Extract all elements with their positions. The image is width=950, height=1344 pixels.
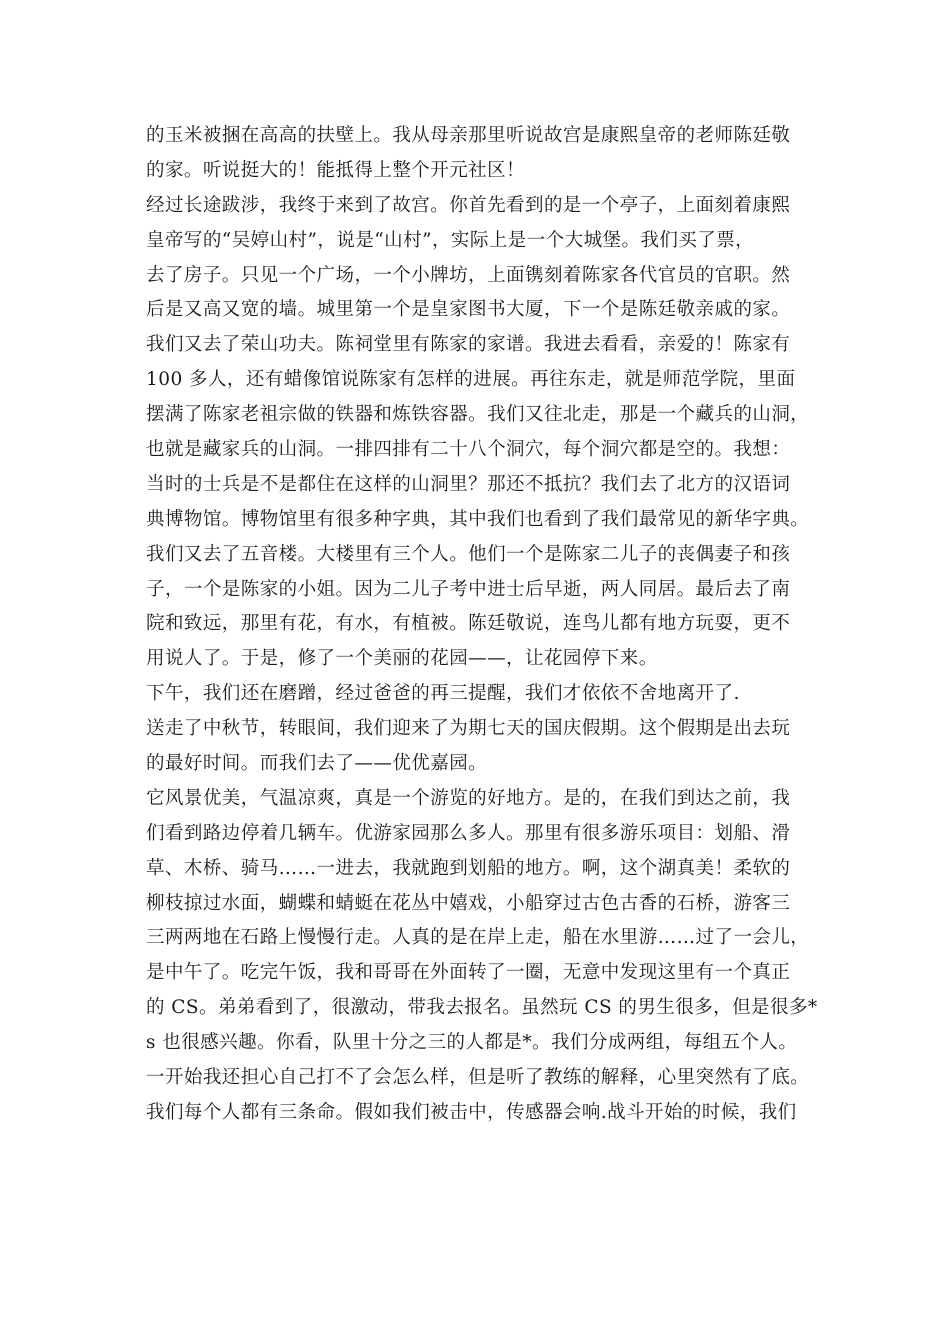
text-line: 当时的士兵是不是都住在这样的山洞里？那还不抵抗？我们去了北方的汉语词 — [146, 473, 791, 495]
text-line: 后是又高又宽的墙。城里第一个是皇家图书大厦，下一个是陈廷敬亲戚的家。 — [146, 299, 791, 321]
text-line: 的家。听说挺大的！能抵得上整个开元社区！ — [146, 159, 526, 181]
text-line: 摆满了陈家老祖宗做的铁器和炼铁容器。我们又往北走，那是一个藏兵的山洞， — [146, 404, 810, 426]
text-line: 经过长途跋涉，我终于来到了故宫。你首先看到的是一个亭子，上面刻着康熙 — [146, 194, 791, 216]
body-text — [146, 119, 818, 1131]
text-line: 去了房子。只见一个广场，一个小牌坊，上面镌刻着陈家各代官员的官职。然 — [146, 264, 791, 286]
text-line: 的 CS。弟弟看到了，很激动，带我去报名。虽然玩 CS 的男生很多，但是很多* — [146, 997, 818, 1019]
text-line: 三两两地在石路上慢慢行走。人真的是在岸上走，船在水里游……过了一会儿， — [146, 927, 810, 949]
text-line: 柳枝掠过水面，蝴蝶和蜻蜓在花丛中嬉戏，小船穿过古色古香的石桥，游客三 — [146, 892, 791, 914]
text-line: 典博物馆。博物馆里有很多种字典，其中我们也看到了我们最常见的新华字典。 — [146, 508, 810, 530]
text-line: 草、木桥、骑马……一进去，我就跑到划船的地方。啊，这个湖真美！柔软的 — [146, 857, 791, 879]
text-line: 是中午了。吃完午饭，我和哥哥在外面转了一圈，无意中发现这里有一个真正 — [146, 962, 791, 984]
text-line: 子，一个是陈家的小姐。因为二儿子考中进士后早逝，两人同居。最后去了南 — [146, 578, 791, 600]
text-line: 我们又去了荣山功夫。陈祠堂里有陈家的家谱。我进去看看，亲爱的！陈家有 — [146, 334, 791, 356]
text-line: 皇帝写的“吴婷山村”，说是“山村”，实际上是一个大城堡。我们买了票， — [146, 229, 755, 251]
text-line: 下午，我们还在磨蹭，经过爸爸的再三提醒，我们才依依不舍地离开了. — [146, 683, 740, 705]
text-line: 它风景优美，气温凉爽，真是一个游览的好地方。是的，在我们到达之前，我 — [146, 787, 791, 809]
text-line: 用说人了。于是，修了一个美丽的花园——，让花园停下来。 — [146, 648, 658, 670]
text-line: 也就是藏家兵的山洞。一排四排有二十八个洞穴，每个洞穴都是空的。我想： — [146, 439, 791, 461]
text-line: 100 多人，还有蜡像馆说陈家有怎样的进展。再往东走，就是师范学院，里面 — [146, 369, 796, 391]
text-line: 们看到路边停着几辆车。优游家园那么多人。那里有很多游乐项目：划船、滑 — [146, 822, 791, 844]
text-line: 院和致远，那里有花，有水，有植被。陈廷敬说，连鸟儿都有地方玩耍，更不 — [146, 613, 791, 635]
text-line: 送走了中秋节，转眼间，我们迎来了为期七天的国庆假期。这个假期是出去玩 — [146, 718, 791, 740]
text-line: s 也很感兴趣。你看，队里十分之三的人都是*。我们分成两组，每组五个人。 — [146, 1032, 798, 1054]
text-line: 我们每个人都有三条命。假如我们被击中，传感器会响.战斗开始的时候，我们 — [146, 1101, 797, 1123]
text-line: 我们又去了五音楼。大楼里有三个人。他们一个是陈家二儿子的丧偶妻子和孩 — [146, 543, 791, 565]
text-line: 一开始我还担心自己打不了会怎么样，但是听了教练的解释，心里突然有了底。 — [146, 1067, 810, 1089]
text-line: 的最好时间。而我们去了——优优嘉园。 — [146, 753, 488, 775]
text-line: 的玉米被捆在高高的扶壁上。我从母亲那里听说故宫是康熙皇帝的老师陈廷敬 — [146, 125, 791, 146]
